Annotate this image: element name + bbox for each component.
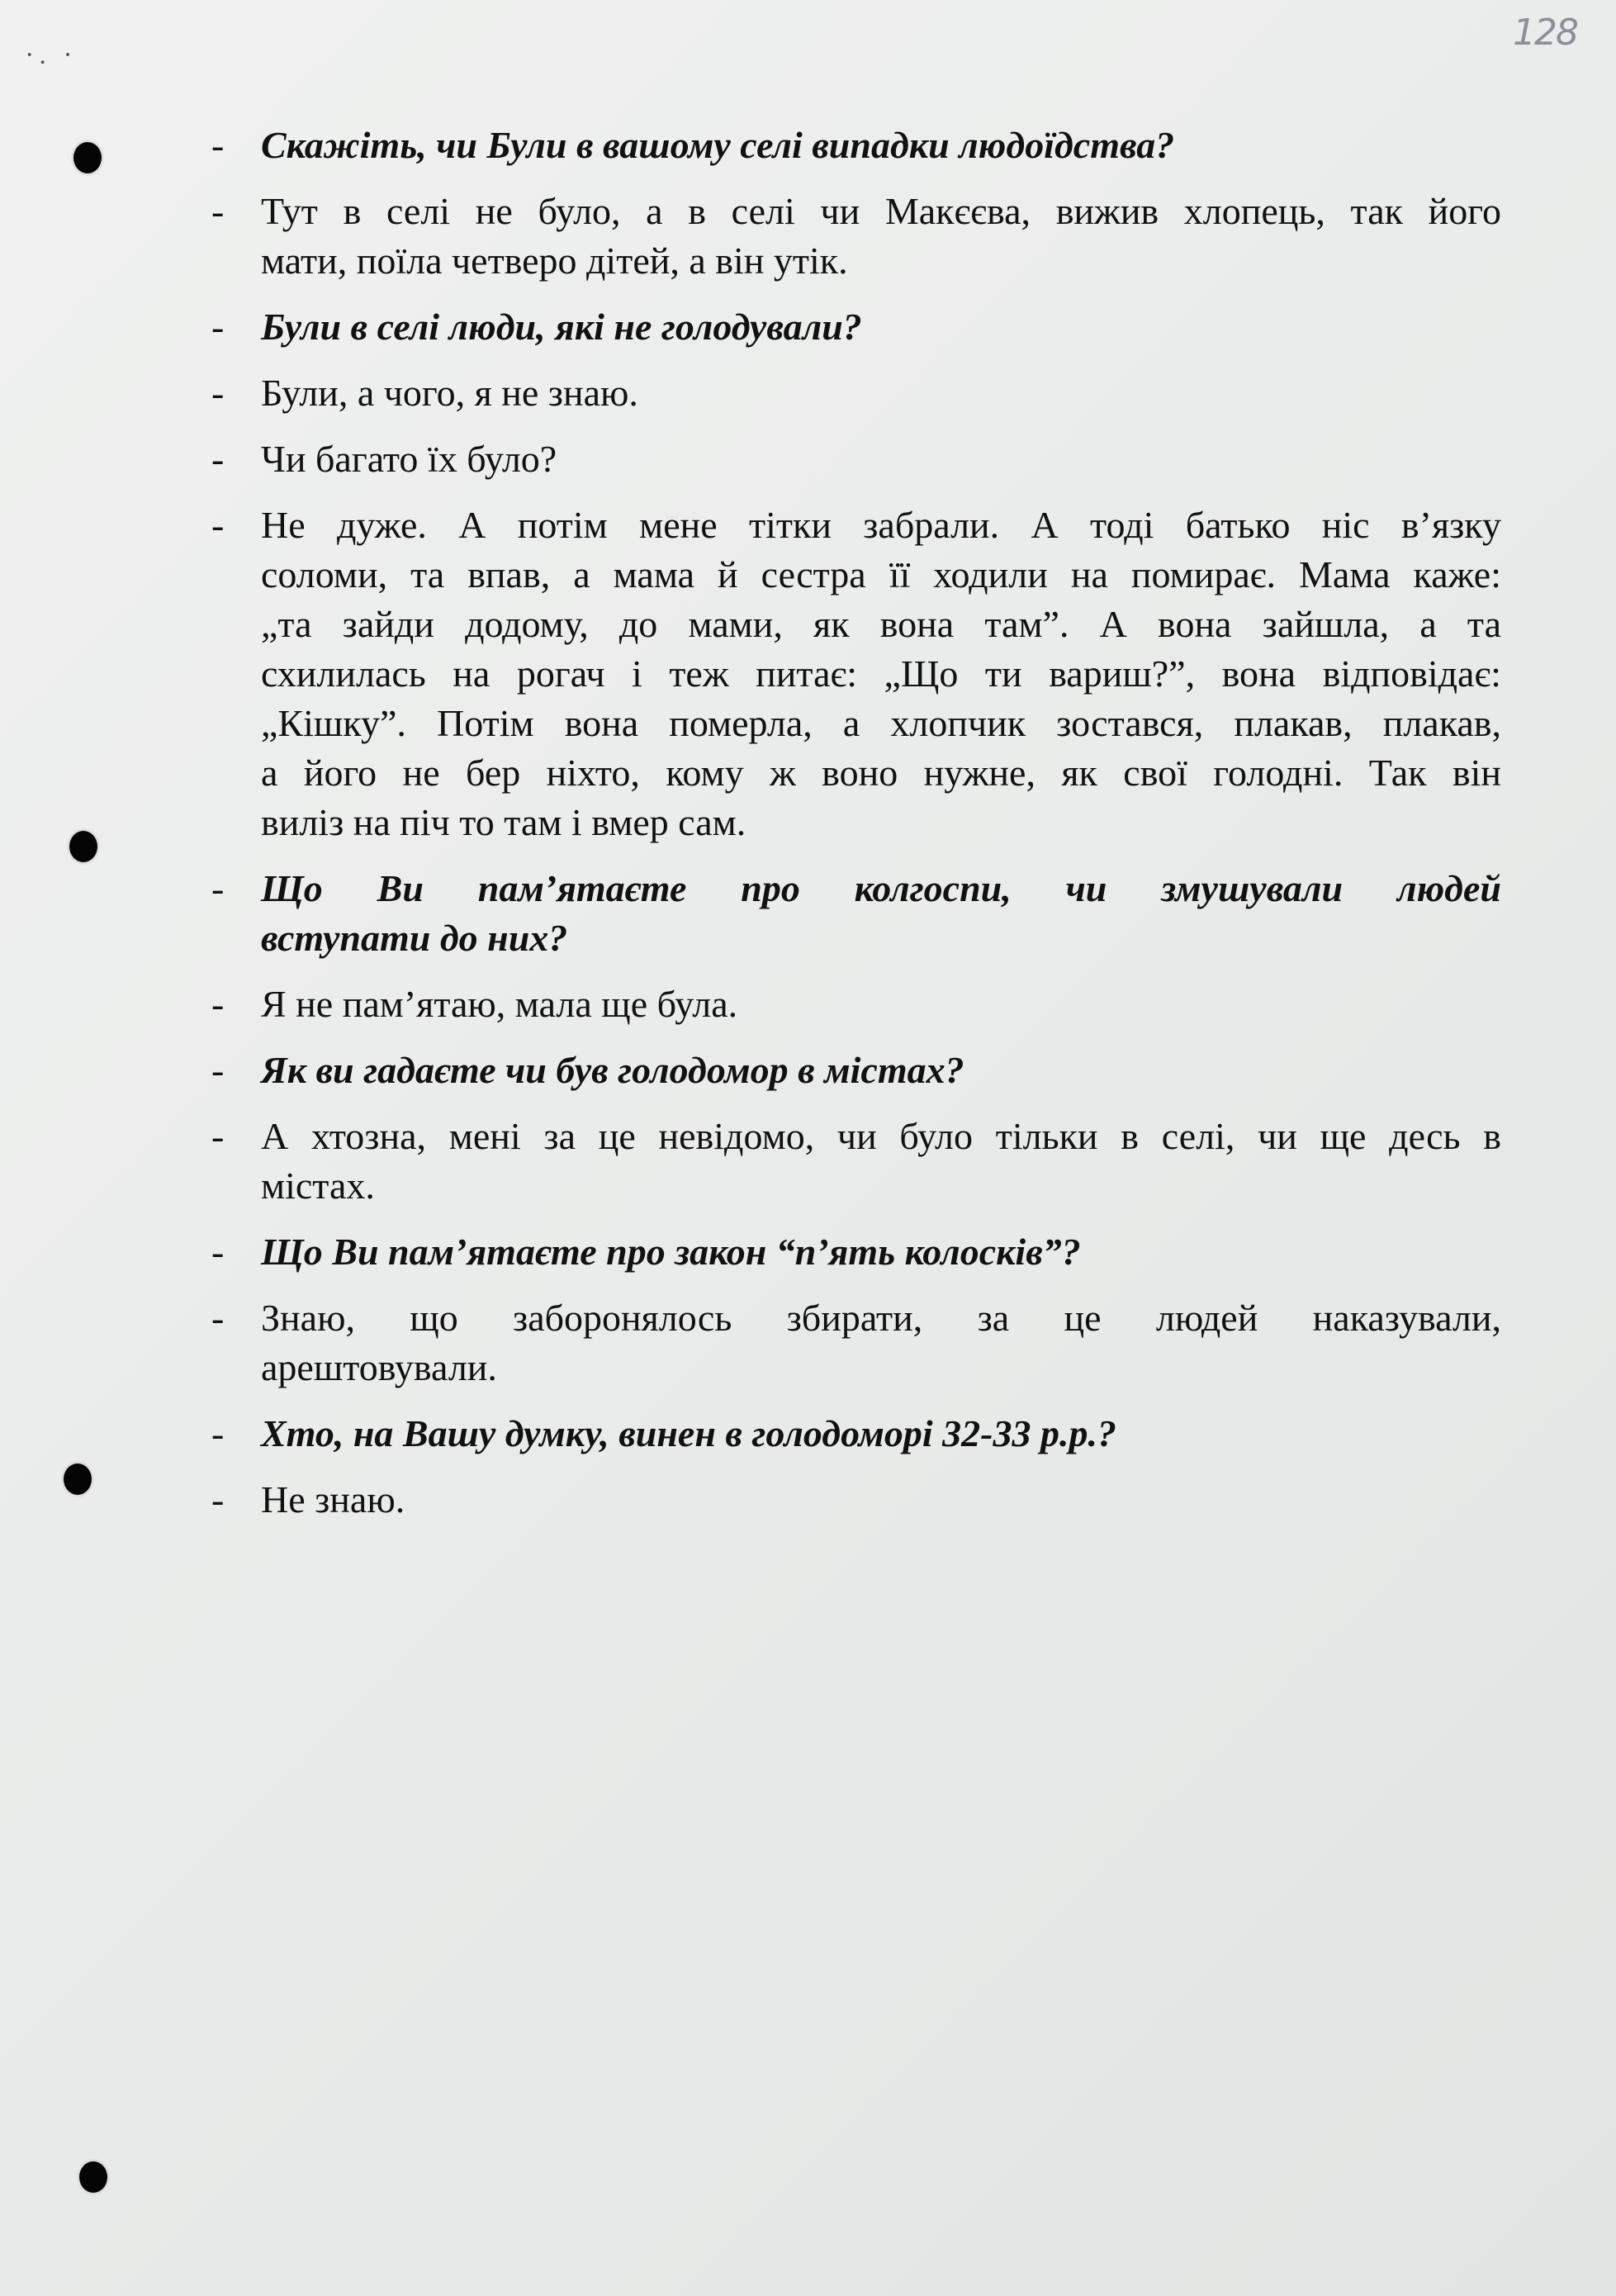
paragraph-text	[261, 1293, 1501, 1392]
text-line: Тут в селі не було, а в селі чи Макєєва, вижив хлопець, так його	[261, 190, 1501, 232]
dash-bullet: -	[211, 1412, 225, 1454]
dash-bullet: -	[211, 306, 225, 348]
question	[211, 1046, 1501, 1095]
text-line: Я не пам’ятаю, мала ще була.	[261, 983, 738, 1025]
dash-bullet: -	[211, 1231, 225, 1273]
corner-marks: ·. ·	[25, 40, 78, 70]
interview-transcript	[211, 121, 1501, 1541]
answer	[211, 980, 1501, 1029]
text-line: виліз на піч то там і вмер сам.	[261, 801, 746, 843]
text-line: „Кішку”. Потім вона померла, а хлопчик зостався, плакав, плакав,	[261, 702, 1501, 744]
dash-bullet: -	[211, 372, 225, 414]
answer	[211, 1293, 1501, 1392]
paragraph-text	[261, 1409, 1501, 1459]
question	[211, 1227, 1501, 1277]
dash-bullet: -	[211, 190, 225, 232]
text-line: арештовували.	[261, 1346, 497, 1388]
page-number: 128	[1513, 12, 1577, 54]
text-line: а його не бер ніхто, кому ж воно нужне, як свої голодні. Так він	[261, 752, 1501, 794]
answer	[211, 434, 1501, 484]
paragraph-text	[261, 302, 1501, 352]
text-line: Були в селі люди, які не голодували?	[261, 306, 862, 348]
paragraph-text	[261, 434, 1501, 484]
dash-bullet: -	[211, 1478, 225, 1520]
dash-bullet: -	[211, 867, 225, 909]
answer	[211, 1112, 1501, 1211]
paragraph-text	[261, 368, 1501, 418]
text-line: Хто, на Вашу думку, винен в голодоморі 32-33 р.р.?	[261, 1412, 1116, 1454]
dash-bullet: -	[211, 124, 225, 166]
text-line: Не знаю.	[261, 1478, 405, 1520]
paragraph-text	[261, 864, 1501, 963]
paragraph-text	[261, 980, 1501, 1029]
text-line: „та зайди додому, до мами, як вона там”. А вона зайшла, а та	[261, 603, 1501, 645]
dash-bullet: -	[211, 1115, 225, 1157]
dash-bullet: -	[211, 1297, 225, 1339]
paragraph-text	[261, 187, 1501, 286]
text-line: Чи багато їх було?	[261, 438, 557, 480]
text-line: Були, а чого, я не знаю.	[261, 372, 638, 414]
dash-bullet: -	[211, 438, 225, 480]
paragraph-text	[261, 1046, 1501, 1095]
dash-bullet: -	[211, 983, 225, 1025]
answer	[211, 500, 1501, 847]
text-line: схилилась на рогач і теж питає: „Що ти вариш?”, вона відповідає:	[261, 652, 1501, 695]
text-line: соломи, та впав, а мама й сестра її ходили на помирає. Мама каже:	[261, 553, 1501, 595]
answer	[211, 368, 1501, 418]
paragraph-text	[261, 500, 1501, 847]
paragraph-text	[261, 1112, 1501, 1211]
paragraph-text	[261, 121, 1501, 170]
question	[211, 302, 1501, 352]
text-line: Знаю, що заборонялось збирати, за це людей наказували,	[261, 1297, 1501, 1339]
punch-hole	[73, 142, 102, 173]
text-line: Що Ви пам’ятаєте про закон “п’ять колосків”?	[261, 1231, 1081, 1273]
text-line: Що Ви пам’ятаєте про колгоспи, чи змушували людей	[261, 867, 1501, 909]
text-line: Не дуже. А потім мене тітки забрали. А тоді батько ніс в’язку	[261, 504, 1501, 546]
answer	[211, 1475, 1501, 1525]
question	[211, 864, 1501, 963]
text-line: Скажіть, чи Були в вашому селі випадки людоїдства?	[261, 124, 1175, 166]
dash-bullet: -	[211, 504, 225, 546]
question	[211, 121, 1501, 170]
punch-hole	[64, 1463, 92, 1495]
text-line: мати, поїла четверо дітей, а він утік.	[261, 240, 848, 282]
paragraph-text	[261, 1227, 1501, 1277]
text-line: Як ви гадаєте чи був голодомор в містах?	[261, 1049, 964, 1091]
text-line: вступати до них?	[261, 917, 568, 959]
answer	[211, 187, 1501, 286]
text-line: А хтозна, мені за це невідомо, чи було тільки в селі, чи ще десь в	[261, 1115, 1501, 1157]
paragraph-text	[261, 1475, 1501, 1525]
dash-bullet: -	[211, 1049, 225, 1091]
punch-hole	[69, 831, 97, 862]
punch-hole	[79, 2161, 107, 2193]
question	[211, 1409, 1501, 1459]
text-line: містах.	[261, 1165, 375, 1207]
